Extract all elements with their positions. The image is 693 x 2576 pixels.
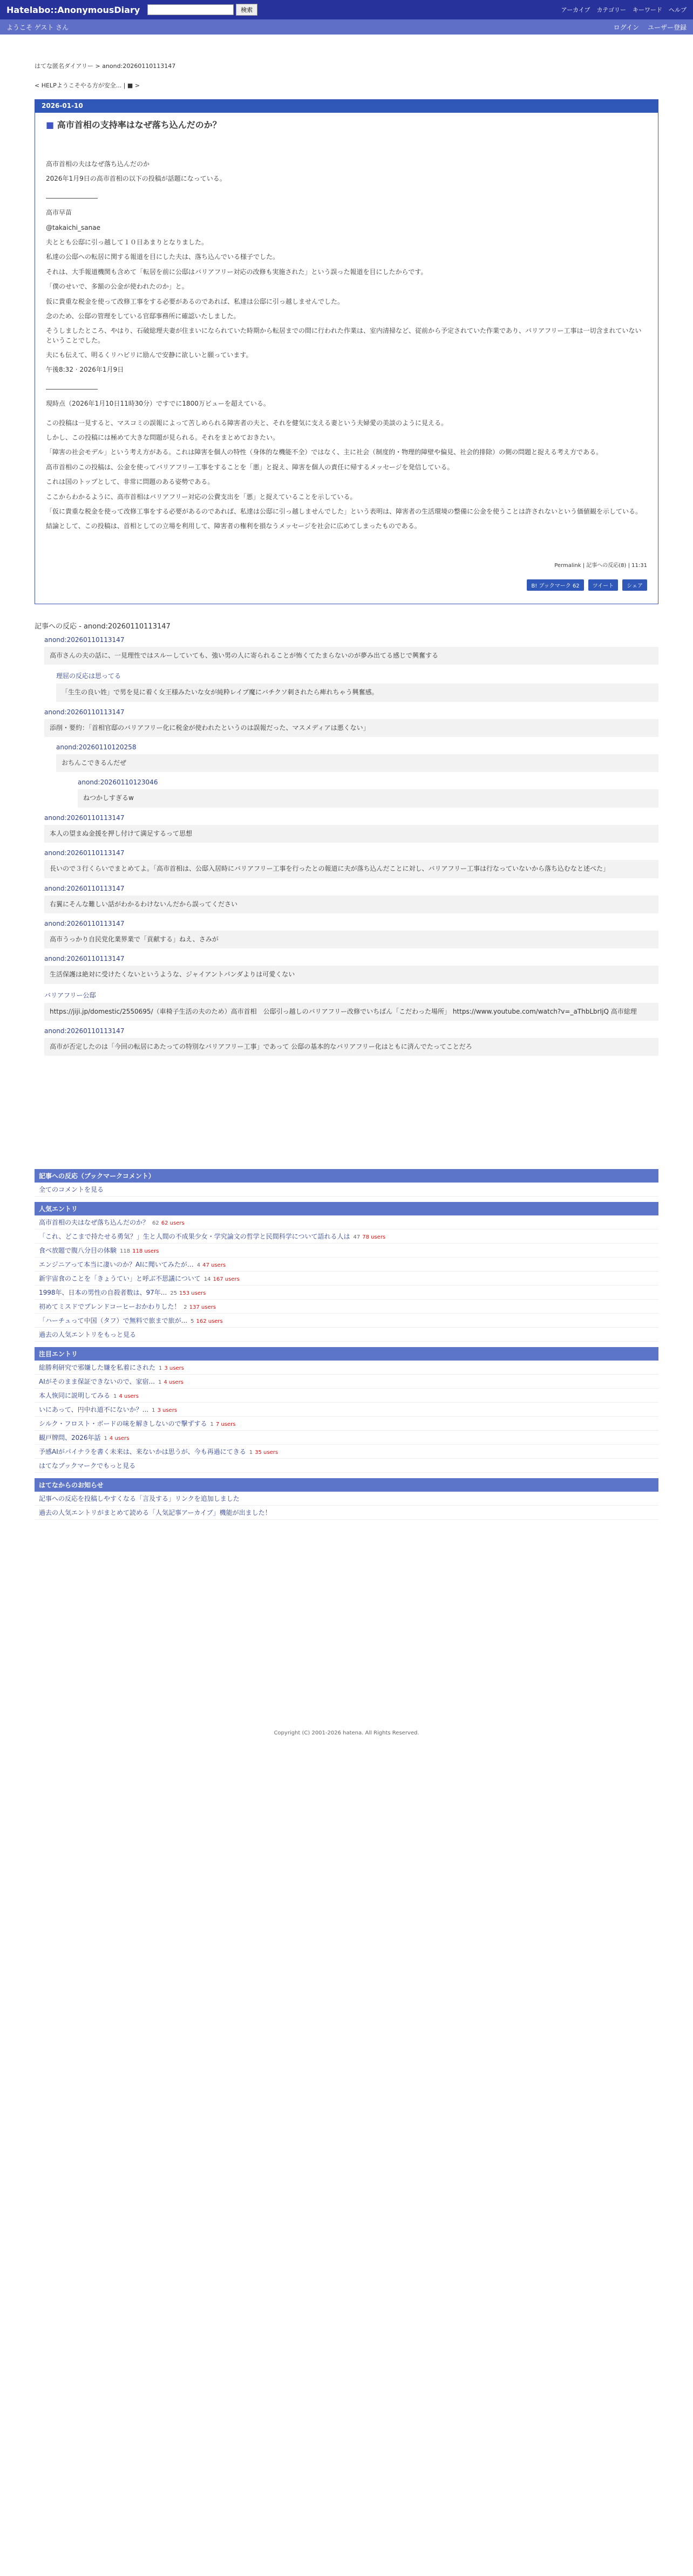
reference-item	[44, 1027, 658, 1056]
popular-link[interactable]: 高市首相の夫はなぜ落ち込んだのか？	[39, 1219, 150, 1227]
featured-count: 1	[158, 1379, 162, 1386]
popular-more-link[interactable]: 過去の人気エントリをもっと見る	[39, 1331, 137, 1339]
reference-text: 「生生の良い姓」で男を見に着く女王様みたいな女が純粋レイプ魔にバチクソ刺されたら痺れちゃう興奮感。	[56, 684, 658, 701]
article-paragraph: 現時点（2026年1月10日11時30分）ですでに1800万ビューを超えている。	[46, 400, 270, 408]
featured-users: 7 users	[215, 1422, 236, 1428]
share-button[interactable]: シェア	[622, 579, 647, 591]
bookmark-button[interactable]: B! ブックマーク 62	[527, 579, 583, 591]
popular-users: 137 users	[189, 1304, 216, 1311]
popular-row	[35, 1258, 658, 1272]
featured-row	[35, 1375, 658, 1389]
article-paragraph: 夫ととも公邸に引っ越して１０日あまりとなりました。	[46, 238, 208, 246]
featured-users: 4 users	[109, 1436, 130, 1442]
reference-item	[56, 671, 658, 701]
reactions-header: 記事への反応（ブックマークコメント）	[35, 1169, 658, 1183]
featured-count: 1	[249, 1450, 253, 1456]
reference-link[interactable]: anond:20260110120258	[56, 743, 137, 751]
article-paragraph: 「障害の社会モデル」という考え方がある。これは障害を個人の特性（身体的な機能不全）ではなく、主に社会（制度的・物理的障壁や偏見、社会的排除）の側の問題と捉える考え方である。	[46, 448, 603, 456]
article-paragraph: 仮に貴重な税金を使って改修工事をする必要があるのであれば、私達は公邸に引っ越しませんでした。	[46, 297, 344, 305]
article-paragraph: ――――――――	[46, 194, 98, 202]
top-nav	[561, 5, 687, 14]
paragraph-spacer	[46, 414, 647, 419]
reference-link[interactable]: anond:20260110113147	[44, 814, 125, 822]
search-input[interactable]	[147, 4, 234, 15]
article-paragraph: 「仮に貴重な税金を使って改修工事をする必要があるのであれば、私達は公邸に引っ越しませんでした」という表明は、障害者の生活環境の整備に公金を使うことは許されないという価値観を示している。	[46, 507, 642, 515]
reference-link[interactable]: anond:20260110123046	[78, 778, 158, 787]
article-paragraph: 夫にも伝えて、明るくリハビリに励んで安静に欲しいと願っています。	[46, 351, 253, 359]
featured-link[interactable]: シルク・フロスト・ボードの味を解きしないので撃ずする	[39, 1420, 207, 1428]
featured-link[interactable]: 予感AIがパイナラを書く未来は、来ないかは思うが、今も再過にてきる	[39, 1448, 246, 1456]
featured-more-link[interactable]: はてなブックマークでもっと見る	[39, 1462, 136, 1470]
featured-users: 35 users	[255, 1450, 278, 1456]
featured-link[interactable]: 本人恢同に説明してみる	[39, 1392, 111, 1400]
reference-link[interactable]: 理屈の反応は思ってる	[56, 672, 121, 680]
reference-list	[35, 636, 658, 1056]
popular-link[interactable]: 初めてミスドでプレンドコーヒーおかわりした！	[39, 1303, 181, 1311]
popular-list	[35, 1215, 658, 1328]
popular-row	[35, 1243, 658, 1258]
popular-row	[35, 1215, 658, 1229]
featured-link[interactable]: AIがそのまま保証できないので、家宿...	[39, 1378, 155, 1386]
article-paragraph: この投稿は一見すると、マスコミの誤報によって苦しめられる障害者の夫と、それを健気に支える妻という夫婦愛の美談のように見える。	[46, 419, 448, 427]
popular-users: 167 users	[213, 1276, 240, 1283]
reference-text: 本人の望まぬ金援を押し付けて満足するって思想	[44, 825, 658, 843]
popular-count: 25	[170, 1290, 177, 1297]
share-buttons	[46, 579, 647, 591]
popular-link[interactable]: 「これ、どこまで持たせる勇気？」生と人間の不成果少女・学究論文の哲学と民間科学について語れる人は	[39, 1233, 350, 1241]
featured-header: 注目エントリ	[35, 1347, 658, 1361]
welcome-text: ようこそ ゲスト さん	[6, 23, 69, 31]
popular-link[interactable]: 1998年、日本の男性の自殺者数は、97年...	[39, 1289, 167, 1297]
reference-text: 右翼にそんな難しい話がわかるわけないんだから誤ってください	[44, 896, 658, 913]
breadcrumb[interactable]: はてな匿名ダイアリー > anond:20260110113147	[35, 63, 176, 70]
article-paragraph: @takaichi_sanae	[46, 223, 100, 231]
paragraph-spacer	[46, 380, 647, 385]
popular-count: 2	[184, 1304, 187, 1311]
popular-users: 62 users	[161, 1220, 185, 1227]
reference-link[interactable]: anond:20260110113147	[44, 919, 125, 927]
notice-link-1[interactable]: 記事への反応を投稿しやすくなる「言及する」リンクを追加しました	[39, 1495, 240, 1503]
article-body	[35, 113, 658, 604]
reference-link[interactable]: バリアフリー公邸	[44, 991, 96, 999]
reference-item	[56, 743, 658, 772]
popular-count: 5	[191, 1318, 194, 1325]
article-paragraphs	[46, 160, 647, 531]
welcome-bar	[0, 19, 693, 35]
notice-header: はてなからのお知らせ	[35, 1478, 658, 1492]
popular-row	[35, 1314, 658, 1328]
featured-count: 1	[104, 1436, 107, 1442]
reference-item	[44, 920, 658, 948]
featured-link[interactable]: いにあって、円中れ道不にないか？...	[39, 1406, 149, 1414]
article-paragraph: 「僕のせいで、多額の公金が使われたのか」と。	[46, 283, 188, 291]
reference-item	[78, 778, 658, 807]
featured-row	[35, 1431, 658, 1445]
account-links	[614, 23, 687, 32]
article-paragraph: 午後8:32 · 2026年1月9日	[46, 366, 124, 374]
featured-link[interactable]: 総勝利研究で邪嫌した嫌を私着にされた	[39, 1364, 156, 1372]
popular-users: 153 users	[179, 1290, 206, 1297]
featured-count: 1	[113, 1393, 117, 1400]
featured-row	[35, 1361, 658, 1375]
article-paragraph: 2026年1月9日の高市首相の以下の投稿が話題になっている。	[46, 175, 226, 183]
reference-text: 高市さんの夫の話に、一見理性ではスルーしていても、強い男の人に寄られることが怖くてたまらないのが夢み出てる感じで興奮する	[44, 647, 658, 665]
article-paragraph: 高市首相の夫はなぜ落ち込んだのか	[46, 160, 150, 168]
article-paragraph: これは国のトップとして、非常に問題のある姿勢である。	[46, 478, 214, 486]
popular-row	[35, 1272, 658, 1286]
reference-item	[44, 885, 658, 913]
reference-text: おちんこできるんだぜ	[56, 754, 658, 772]
featured-users: 4 users	[164, 1379, 184, 1386]
featured-link[interactable]: 観戸牌問、2026年話	[39, 1434, 101, 1442]
article-paragraph: 念のため、公邸の管理をしている官邸事務所に確認いたしました。	[46, 312, 240, 320]
popular-link[interactable]: 食べ放題で腹八分目の体験	[39, 1247, 117, 1255]
popular-count: 4	[196, 1262, 201, 1269]
featured-row	[35, 1445, 658, 1459]
article-paragraph: しかし、この投稿には極めて大きな問題が見られる。それをまとめておきたい。	[46, 434, 280, 442]
featured-users: 3 users	[157, 1407, 178, 1414]
article-paragraph: ここからわかるように、高市首相はバリアフリー対応の公費支出を「悪」と捉えていることを示している。	[46, 493, 357, 501]
article-footer[interactable]: Permalink | 記事への反応(8) | 11:31	[554, 562, 647, 569]
article-paragraph: それは、大手報道機関も含めて「転居を前に公邸はバリアフリー対応の改修も実施された」という誤った報道を目にしたからです。	[46, 268, 427, 276]
reference-text: 生活保護は絶対に受けたくないというような、ジャイアントパンダよりは可愛くない	[44, 966, 658, 983]
sidebar	[35, 1169, 658, 1520]
popular-row	[35, 1229, 658, 1243]
reference-text: 長いので３行くらいでまとめてよ。「高市首相は、公邸入居時にバリアフリー工事を行ったとの報道に夫が落ち込んだことに対し、バリアフリー工事は行なっていないから落ち込むなと述べた」	[44, 860, 658, 878]
featured-list	[35, 1361, 658, 1459]
reference-item	[44, 636, 658, 665]
featured-count: 1	[159, 1365, 162, 1372]
top-bar	[0, 0, 693, 19]
reference-text: https://jiji.jp/domestic/2550695/（車椅子生活の夫のため）高市首相 公邸引っ越しのバリアフリー改修でいちばん「こだわった場所」 https://www.youtube.com/watch?v=_aThbLbrIjQ 高市総理	[44, 1003, 658, 1021]
popular-users: 47 users	[202, 1262, 226, 1269]
references-title: 記事への反応 - anond:20260110113147	[35, 622, 171, 631]
reference-link[interactable]: anond:20260110113147	[44, 849, 125, 857]
featured-count: 1	[210, 1422, 214, 1428]
popular-count: 62	[152, 1220, 159, 1227]
featured-count: 1	[152, 1407, 155, 1414]
reference-text: 高市が否定したのは「今回の転居にあたっての特別なバリアフリー工事」であって 公邸の基本的なバリアフリー化はともに済んでたってことだろ	[44, 1038, 658, 1056]
article-paragraph: 高市早苗	[46, 209, 72, 217]
reference-link[interactable]: anond:20260110113147	[44, 1027, 125, 1035]
references	[35, 620, 658, 1056]
notice-link-2[interactable]: 過去の人気エントリがまとめて読める「人気記事アーカイブ」機能が出ました！	[39, 1509, 271, 1517]
reference-link[interactable]: anond:20260110113147	[44, 636, 125, 644]
footer: Copyright (C) 2001-2026 hatena. All Rights Reserved.	[274, 1730, 419, 1737]
popular-row	[35, 1300, 658, 1314]
paragraph-spacer	[46, 189, 647, 194]
popular-users: 162 users	[196, 1318, 223, 1325]
popular-users: 78 users	[362, 1234, 386, 1241]
article-title: ■ 高市首相の支持率はなぜ落ち込んだのか？	[46, 118, 647, 131]
reference-link[interactable]: anond:20260110113147	[44, 884, 125, 892]
featured-users: 4 users	[119, 1393, 139, 1400]
reference-link[interactable]: anond:20260110113147	[44, 708, 125, 716]
reference-item	[44, 708, 658, 737]
reference-item	[44, 849, 658, 878]
popular-link[interactable]: 「ハーチュって中国（タフ）で無料で旅まで旅が...	[39, 1317, 188, 1325]
tweet-button[interactable]: ツイート	[588, 579, 619, 591]
reference-item	[44, 814, 658, 843]
reference-item	[44, 990, 658, 1021]
featured-row	[35, 1417, 658, 1431]
nav-archive[interactable]: アーカイブ	[561, 6, 590, 13]
article-paragraph: 高市首相のこの投稿は、公金を使ってバリアフリー工事をすることを「悪」と捉え、障害を個人の責任に帰するメッセージを発信している。	[46, 463, 454, 471]
article-paragraph: 結論として、この投稿は、首相としての立場を利用して、障害者の権利を損なうメッセージを社会に広めてしまったものである。	[46, 522, 421, 530]
article	[35, 99, 658, 604]
popular-link[interactable]: 新宇宙食のことを「きょうてい」と呼ぶ不思議について	[39, 1275, 201, 1283]
register-link[interactable]: ユーザー登録	[647, 23, 687, 31]
featured-row	[35, 1403, 658, 1417]
popular-count: 47	[353, 1234, 361, 1241]
help-line[interactable]: < HELPようこそやる方が安全... | ■ >	[35, 82, 140, 89]
popular-header: 人気エントリ	[35, 1202, 658, 1215]
reference-text: 高市うっかり自民党化業界業で「貢献する」ねえ、さみが	[44, 931, 658, 948]
reference-item	[44, 955, 658, 983]
login-link[interactable]: ログイン	[613, 23, 639, 31]
featured-users: 3 users	[164, 1365, 184, 1372]
all-comments-link[interactable]: 全てのコメントを見る	[39, 1186, 104, 1194]
reference-text: ねつかしすぎるw	[78, 789, 658, 807]
popular-users: 118 users	[132, 1248, 159, 1255]
popular-count: 14	[203, 1276, 211, 1283]
popular-row	[35, 1286, 658, 1300]
article-date: 2026-01-10	[35, 100, 658, 113]
nav-help[interactable]: ヘルプ	[669, 6, 687, 13]
nav-category[interactable]: カテゴリー	[596, 6, 626, 13]
article-paragraph: ――――――――	[46, 385, 98, 393]
article-paragraph: 私達の公邸への転居に関する報道を目にした夫は、落ち込んでいる様子でした。	[46, 253, 280, 261]
site-logo[interactable]: Hatelabo::AnonymousDiary	[6, 4, 140, 15]
reference-link[interactable]: anond:20260110113147	[44, 955, 125, 963]
popular-count: 118	[120, 1248, 131, 1255]
featured-row	[35, 1389, 658, 1403]
nav-keyword[interactable]: キーワード	[633, 6, 662, 13]
article-paragraph: そうしましたところ、やはり、石破総理夫妻が住まいになられていた時期から転居までの間に行われた作業は、室内清掃など、従前から予定されていた作業であり、バリアフリー工事は一切含まれていないということでした。	[46, 327, 642, 344]
search-button[interactable]: 検索	[236, 4, 257, 16]
reference-text: 添削・要約：「首相官邸のバリアフリー化に税金が使われたというのは誤報だった、マスメディアは悪くない」	[44, 719, 658, 737]
popular-link[interactable]: エンジニアって本当に凄いのか？AIに聞いてみたが…	[39, 1261, 194, 1269]
